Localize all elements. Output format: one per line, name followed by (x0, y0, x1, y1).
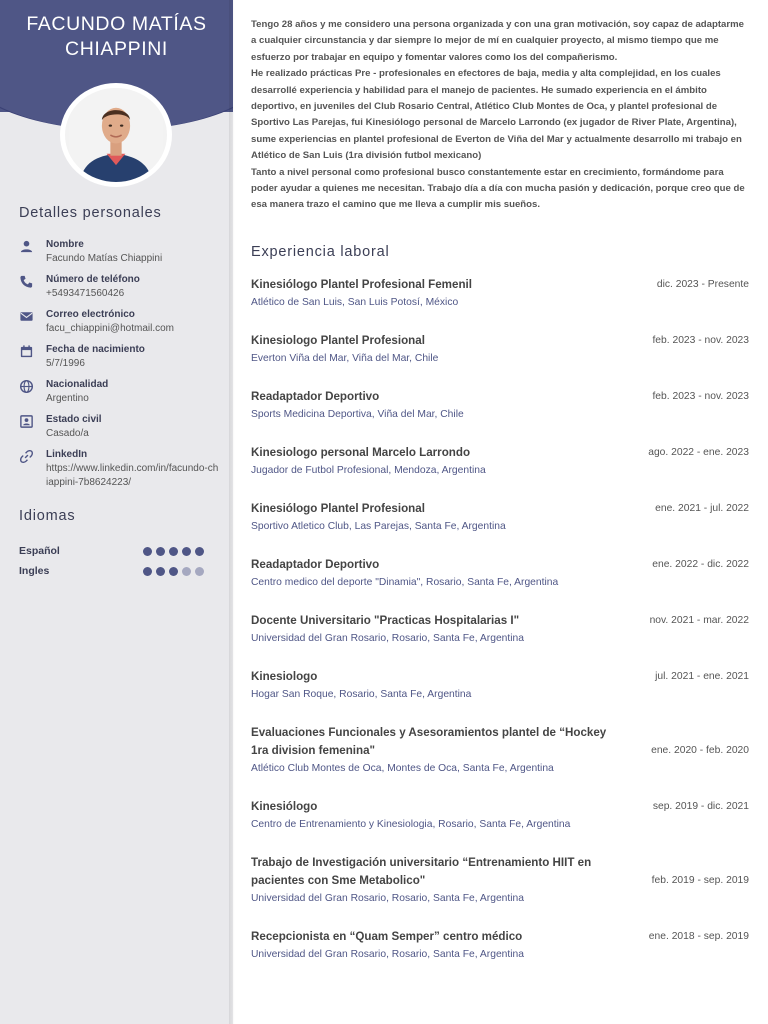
languages-title: Idiomas (19, 508, 76, 524)
globe-icon (19, 379, 34, 394)
job-entry (251, 798, 749, 834)
personal-details-list (19, 238, 219, 497)
job-title: Readaptador Deportivo (251, 558, 380, 571)
job-place: Centro medico del deporte "Dinamia", Rosario, Santa Fe, Argentina (251, 577, 559, 588)
level-dot-filled (195, 547, 204, 556)
job-date: feb. 2023 - nov. 2023 (652, 335, 749, 346)
job-entry (251, 556, 749, 592)
mail-icon (19, 309, 34, 324)
level-dot-empty (195, 567, 204, 576)
languages-list (19, 541, 204, 581)
job-date: ene. 2020 - feb. 2020 (651, 745, 749, 756)
detail-value: Argentino (46, 393, 89, 404)
level-dot-filled (169, 547, 178, 556)
job-place: Universidad del Gran Rosario, Rosario, Santa Fe, Argentina (251, 949, 525, 960)
job-title: Kinesiólogo Plantel Profesional (251, 502, 425, 515)
job-title: Kinesiologo (251, 670, 318, 683)
detail-value: 5/7/1996 (46, 358, 85, 369)
job-date: jul. 2021 - ene. 2021 (655, 671, 749, 682)
experience-title: Experiencia laboral (251, 244, 390, 260)
detail-linkedin (19, 448, 219, 490)
job-date: ene. 2022 - dic. 2022 (652, 559, 749, 570)
detail-phone (19, 273, 219, 301)
sidebar-shadow (229, 0, 235, 1024)
job-title: Readaptador Deportivo (251, 390, 380, 403)
detail-label: Nombre (46, 239, 84, 250)
language-name: Español (19, 545, 60, 557)
detail-marital-status (19, 413, 219, 441)
summary-section (251, 17, 749, 214)
candidate-name (0, 12, 233, 62)
detail-value: facu_chiappini@hotmail.com (46, 323, 174, 334)
job-place: Hogar San Roque, Rosario, Santa Fe, Argentina (251, 689, 472, 700)
detail-name (19, 238, 219, 266)
job-date: sep. 2019 - dic. 2021 (652, 801, 749, 812)
job-place: Atlético Club Montes de Oca, Montes de Oca, Santa Fe, Argentina (251, 763, 554, 774)
level-dot-filled (156, 547, 165, 556)
job-place: Sports Medicina Deportiva, Viña del Mar, Chile (251, 409, 464, 420)
job-date: feb. 2019 - sep. 2019 (651, 875, 749, 886)
personal-details-title: Detalles personales (19, 205, 162, 221)
language-level-dots (143, 547, 204, 556)
job-entry (251, 724, 749, 778)
level-dot-empty (182, 567, 191, 576)
detail-email (19, 308, 219, 336)
detail-value: Casado/a (46, 428, 89, 439)
job-entry (251, 668, 749, 704)
language-level-dots (143, 567, 204, 576)
job-title: Evaluaciones Funcionales y Asesoramientos plantel de “Hockey 1ra division femenina" (251, 726, 607, 757)
linkedin-url[interactable]: https://www.linkedin.com/in/facundo-chiappini-7b8624223/ (46, 463, 219, 488)
detail-label: Fecha de nacimiento (46, 344, 145, 355)
detail-label: Estado civil (46, 414, 102, 425)
detail-birthdate (19, 343, 219, 371)
job-title: Kinesiologo personal Marcelo Larrondo (251, 446, 471, 459)
person-icon (19, 239, 34, 254)
phone-icon (19, 274, 34, 289)
job-title: Kinesiólogo (251, 800, 318, 813)
detail-label: Número de teléfono (46, 274, 140, 285)
job-entry (251, 332, 749, 368)
language-item (19, 541, 204, 561)
job-place: Jugador de Futbol Profesional, Mendoza, Argentina (251, 465, 486, 476)
profile-photo-image (65, 88, 167, 182)
language-name: Ingles (19, 565, 50, 577)
level-dot-filled (182, 547, 191, 556)
name-line-1: FACUNDO MATÍAS (26, 13, 207, 35)
summary-paragraph: Tengo 28 años y me considero una persona organizada y con una gran motivación, soy capaz de adaptarme a cualquier circunstancia y dar siempre lo mejor de mí en cualquier proyecto, al mismo tiempo que me esfuerzo por trabajar en equipo y fomentar valores como los del compañerismo. (251, 19, 744, 63)
job-date: dic. 2023 - Presente (656, 279, 749, 290)
job-entry (251, 388, 749, 424)
job-place: Centro de Entrenamiento y Kinesiologia, Rosario, Santa Fe, Argentina (251, 819, 571, 830)
level-dot-filled (143, 547, 152, 556)
detail-label: Nacionalidad (46, 379, 109, 390)
detail-label: LinkedIn (46, 449, 88, 460)
detail-nationality (19, 378, 219, 406)
sidebar (0, 0, 233, 1024)
level-dot-filled (156, 567, 165, 576)
job-title: Trabajo de Investigación universitario “Entrenamiento HIIT en pacientes con Sme Metabolico" (251, 856, 592, 887)
profile-photo (60, 83, 172, 187)
job-entry (251, 612, 749, 648)
profile-summary (251, 17, 749, 214)
summary-paragraph: Tanto a nivel personal como profesional busco constantemente estar en crecimiento, formándome para poder ayudar a quienes me necesitan. Trabajo día a día con mucha pasión y dedicación, porque creo que de esa manera trazo el camino que me lleva a cumplir mis sueños. (251, 166, 745, 211)
job-place: Universidad del Gran Rosario, Rosario, Santa Fe, Argentina (251, 633, 525, 644)
experience-list (251, 276, 749, 984)
job-place: Everton Viña del Mar, Viña del Mar, Chile (251, 353, 439, 364)
person-portrait-icon (65, 88, 167, 182)
job-title: Docente Universitario "Practicas Hospitalarias I" (251, 614, 520, 627)
detail-label: Correo electrónico (46, 309, 135, 320)
job-entry (251, 854, 749, 908)
level-dot-filled (169, 567, 178, 576)
language-item (19, 561, 204, 581)
level-dot-filled (143, 567, 152, 576)
job-title: Recepcionista en “Quam Semper” centro médico (251, 930, 523, 943)
id-card-icon (19, 414, 34, 429)
calendar-icon (19, 344, 34, 359)
job-date: nov. 2021 - mar. 2022 (649, 615, 749, 626)
link-icon (19, 449, 34, 464)
detail-value: +5493471560426 (46, 288, 125, 299)
summary-paragraph: He realizado prácticas Pre - profesionales en efectores de baja, media y alta complejidad, en los cuales desarrollé experiencia y habilidad para el manejo de pacientes. He sumado experiencia en el ámbito deportivo, en juveniles del Club Rosario Central, Atlético Club Montes de Oca, y plantel profesional de Sportivo Las Parejas, fui Kinesiólogo personal de Marcelo Larrondo (ex jugador de River Plate, Argentina), sume experiencias en plantel profesional de Everton de Viña del Mar y actualmente desarrollo mi trabajo en Atlético de San Luis (1ra división futbol mexicano) (251, 68, 742, 162)
job-date: ene. 2018 - sep. 2019 (648, 931, 749, 942)
job-title: Kinesiólogo Plantel Profesional Femenil (251, 278, 472, 291)
job-place: Atlético de San Luis, San Luis Potosí, México (251, 297, 459, 308)
job-date: ago. 2022 - ene. 2023 (648, 447, 749, 458)
job-title: Kinesiologo Plantel Profesional (251, 334, 425, 347)
name-line-2: CHIAPPINI (65, 38, 168, 60)
job-date: feb. 2023 - nov. 2023 (652, 391, 749, 402)
job-entry (251, 500, 749, 536)
job-place: Universidad del Gran Rosario, Rosario, Santa Fe, Argentina (251, 893, 525, 904)
job-entry (251, 928, 749, 964)
job-entry (251, 444, 749, 480)
job-entry (251, 276, 749, 312)
detail-value: Facundo Matías Chiappini (46, 253, 163, 264)
job-date: ene. 2021 - jul. 2022 (655, 503, 749, 514)
job-place: Sportivo Atletico Club, Las Parejas, Santa Fe, Argentina (251, 521, 506, 532)
